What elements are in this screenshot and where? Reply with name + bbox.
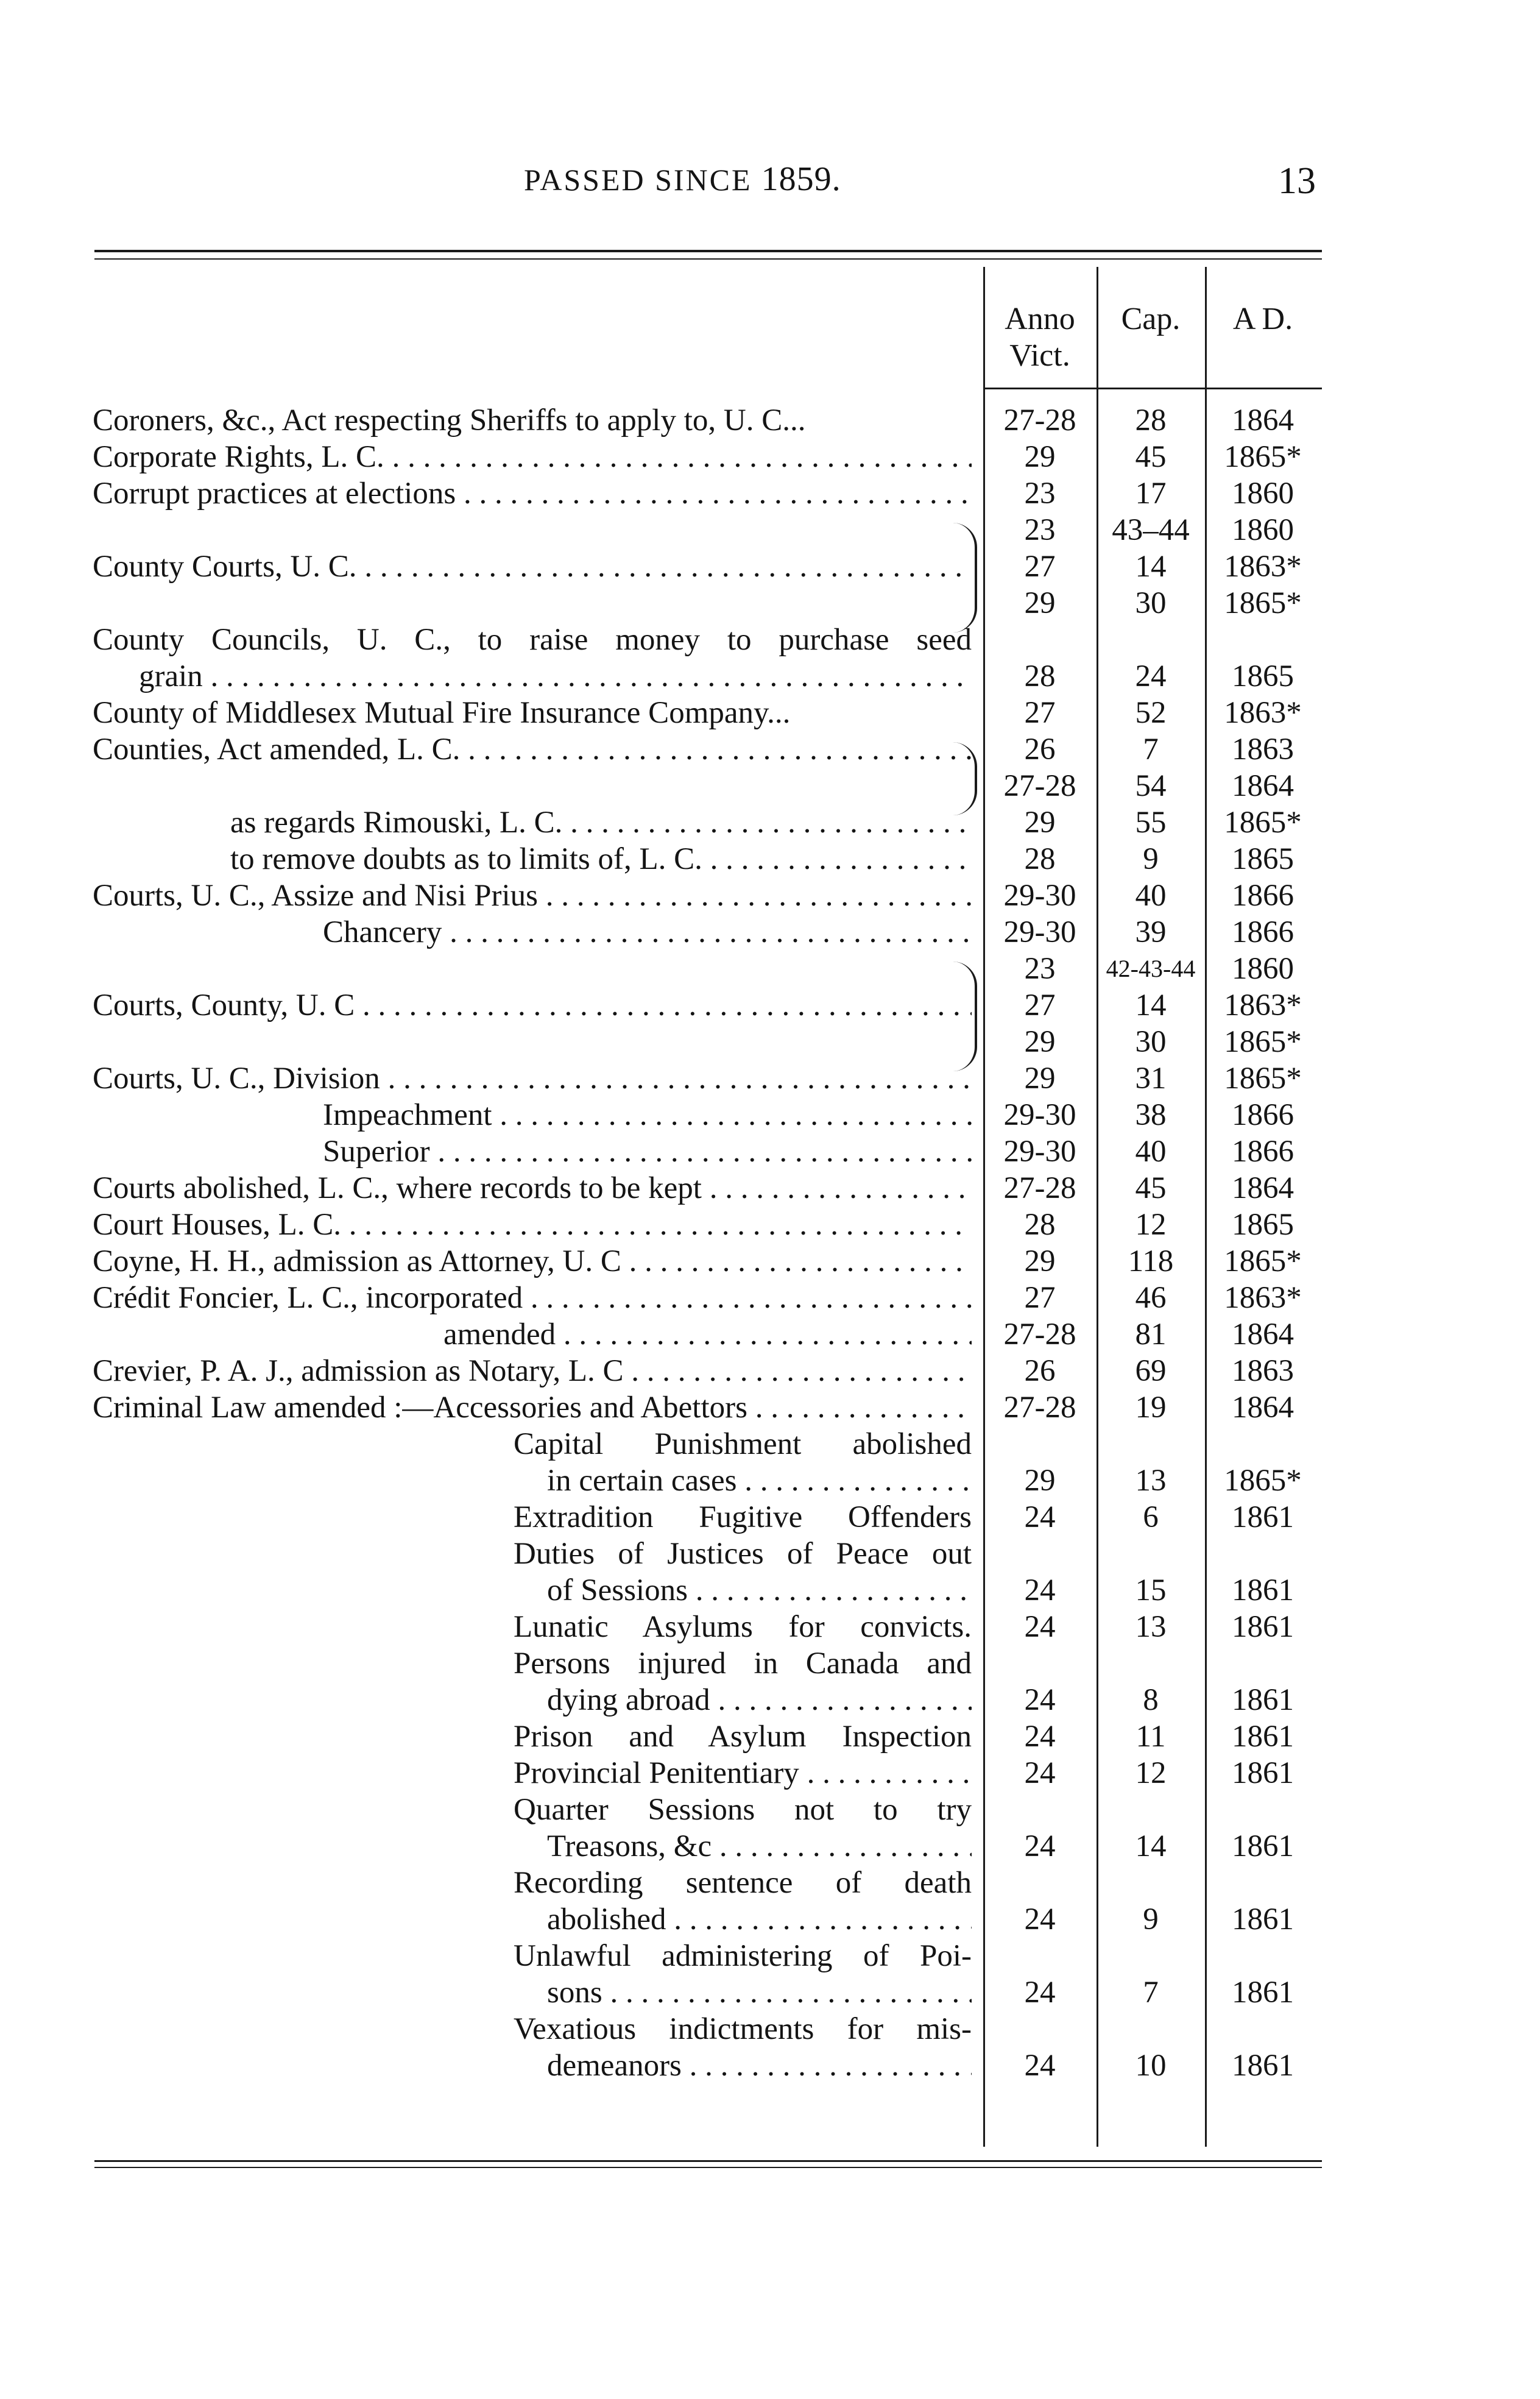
entry-cap: 38 [1135,1098,1167,1132]
entry-anno-vict: 29 [1024,806,1056,840]
entry-title: Courts abolished, L. C., where records to be kept . . . [93,1170,972,1207]
bottom-rule-thin [94,2167,1322,2168]
column-header-rule [983,388,1322,389]
entry-cap: 10 [1135,2049,1167,2083]
entry-title: Lunatic Asylums for convicts. [514,1610,972,1644]
table-row [0,1389,1540,1426]
entry-ad: 1861 [1232,1720,1294,1754]
entry-ad: 1863* [1224,1281,1302,1315]
entry-title: demeanors . . . [547,2047,972,2084]
entry-title: dying abroad . . . [547,1682,972,1718]
column-header-anno: Anno [1005,302,1075,336]
entry-cap: 6 [1143,1500,1159,1534]
entry-ad: 1861 [1232,1500,1294,1534]
header-year: 1859. [761,160,841,198]
table-row [0,1462,1540,1499]
entry-cap: 9 [1143,1902,1159,1937]
table-row [0,914,1540,951]
entry-title: Vexatious indictments for mis- [514,2012,972,2046]
table-row [0,1609,1540,1645]
table-row [0,402,1540,439]
entry-anno-vict: 24 [1024,1573,1056,1607]
entry-anno-vict: 27 [1024,988,1056,1022]
entry-ad: 1865* [1224,586,1302,620]
table-row [0,987,1540,1024]
entry-anno-vict: 24 [1024,1610,1056,1644]
table-row [0,1865,1540,1901]
entry-cap: 13 [1135,1464,1167,1498]
entry-ad: 1861 [1232,1902,1294,1937]
table-row [0,804,1540,841]
table-row [0,1499,1540,1536]
entry-cap: 14 [1135,1829,1167,1863]
entry-anno-vict: 29 [1024,1025,1056,1059]
entry-ad: 1863* [1224,988,1302,1022]
entry-title: Duties of Justices of Peace out [514,1537,972,1571]
table-row [0,1682,1540,1718]
entry-ad: 1863* [1224,696,1302,730]
table-row [0,622,1540,658]
column-header-cap: Cap. [1121,302,1181,336]
entry-anno-vict: 24 [1024,1829,1056,1863]
entry-title: Impeachment . . . [323,1097,972,1133]
column-header-anno-vict [983,301,1097,374]
entry-title: County of Middlesex Mutual Fire Insurance Company... [93,696,791,730]
entry-ad: 1863* [1224,550,1302,584]
table-row [0,1718,1540,1755]
entry-ad: 1864 [1232,1171,1294,1205]
entry-title: Unlawful administering of Poi- [514,1939,972,1973]
table-row [0,1974,1540,2011]
entry-ad: 1861 [1232,2049,1294,2083]
entry-title: Courts, U. C., Division . . . [93,1060,972,1097]
table-row [0,731,1540,768]
entry-title: Counties, Act amended, L. C. . . . [93,731,972,768]
entry-title: Capital Punishment abolished [514,1427,972,1461]
entry-ad: 1861 [1232,1976,1294,2010]
entry-ad: 1865 [1232,842,1294,876]
entry-anno-vict: 27 [1024,1281,1056,1315]
entry-ad: 1864 [1232,1317,1294,1352]
entry-cap: 42-43-44 [1106,955,1196,982]
table-row [0,1097,1540,1133]
entry-ad: 1866 [1232,1135,1294,1169]
entry-cap: 52 [1135,696,1167,730]
entry-anno-vict: 27-28 [1003,1171,1076,1205]
entry-anno-vict: 28 [1024,659,1056,693]
table-row [0,1133,1540,1170]
entry-anno-vict: 29-30 [1003,1135,1076,1169]
entry-ad: 1861 [1232,1756,1294,1790]
entry-ad: 1865* [1224,1244,1302,1278]
entry-title: Crevier, P. A. J., admission as Notary, L. C . . . [93,1353,972,1389]
entry-title: Coyne, H. H., admission as Attorney, U. C . . . [93,1243,972,1280]
entry-title: Courts, County, U. C . . . [93,987,972,1024]
table-row [0,1938,1540,1974]
entry-cap: 28 [1135,403,1167,438]
top-rule-thick [94,250,1322,252]
table-row [0,585,1540,622]
page-number: 13 [1278,160,1316,202]
entry-title: Courts, U. C., Assize and Nisi Prius . . . [93,877,972,914]
entry-title: Treasons, &c . . . [547,1828,972,1865]
column-header-ad: A D. [1232,302,1293,336]
entry-ad: 1860 [1232,477,1294,511]
entry-cap: 15 [1135,1573,1167,1607]
table-row [0,1828,1540,1865]
entry-title: Crédit Foncier, L. C., incorporated . . . [93,1280,972,1316]
entry-anno-vict: 24 [1024,1683,1056,1717]
entry-cap: 19 [1135,1391,1167,1425]
entry-ad: 1861 [1232,1573,1294,1607]
table-row [0,439,1540,475]
entry-anno-vict: 28 [1024,842,1056,876]
entry-title: Provincial Penitentiary . . . [514,1755,972,1791]
entry-cap: 55 [1135,806,1167,840]
entry-ad: 1865* [1224,1025,1302,1059]
entry-anno-vict: 27-28 [1003,403,1076,438]
table-row [0,1572,1540,1609]
entry-title: Coroners, &c., Act respecting Sheriffs to apply to, U. C... [93,403,806,438]
entry-title: Superior . . . [323,1133,972,1170]
entry-title: in certain cases . . . [547,1462,972,1499]
entry-title: Extradition Fugitive Offenders [514,1500,972,1534]
entry-cap: 12 [1135,1208,1167,1242]
entry-title: County Courts, U. C. . . . [93,548,972,585]
table-row [0,1207,1540,1243]
entry-ad: 1861 [1232,1829,1294,1863]
entry-cap: 30 [1135,1025,1167,1059]
entry-anno-vict: 24 [1024,2049,1056,2083]
table-row [0,658,1540,695]
entry-anno-vict: 26 [1024,732,1056,767]
entry-title: to remove doubts as to limits of, L. C. . . . [230,841,972,877]
entry-anno-vict: 27 [1024,550,1056,584]
entry-anno-vict: 28 [1024,1208,1056,1242]
entry-cap: 118 [1128,1244,1174,1278]
entry-anno-vict: 24 [1024,1756,1056,1790]
entry-cap: 39 [1135,915,1167,949]
table-row [0,1060,1540,1097]
entry-anno-vict: 27 [1024,696,1056,730]
entry-title: Chancery . . . [323,914,972,951]
entry-ad: 1865* [1224,1061,1302,1096]
entry-cap: 14 [1135,988,1167,1022]
table-row [0,1243,1540,1280]
entry-ad: 1864 [1232,1391,1294,1425]
entry-ad: 1860 [1232,513,1294,547]
entry-cap: 31 [1135,1061,1167,1096]
top-rule-thin [94,258,1322,260]
entry-title: Recording sentence of death [514,1866,972,1900]
entry-title: Corrupt practices at elections . . . [93,475,972,512]
table-row [0,1024,1540,1060]
entry-anno-vict: 27-28 [1003,769,1076,803]
table-row [0,1791,1540,1828]
entry-title: amended . . . [443,1316,972,1353]
entry-title: sons . . . [547,1974,972,2011]
entry-title: Prison and Asylum Inspection [514,1720,972,1754]
entry-anno-vict: 29 [1024,1244,1056,1278]
entry-title: Criminal Law amended :—Accessories and Abettors . . . [93,1389,972,1426]
entry-title: Court Houses, L. C. . . . [93,1207,972,1243]
entry-cap: 12 [1135,1756,1167,1790]
entry-cap: 81 [1135,1317,1167,1352]
table-row [0,1353,1540,1389]
entry-anno-vict: 24 [1024,1500,1056,1534]
running-header [524,160,889,199]
table-row [0,695,1540,731]
entry-anno-vict: 29-30 [1003,1098,1076,1132]
entry-title: as regards Rimouski, L. C. . . . [230,804,972,841]
table-row [0,1901,1540,1938]
entry-anno-vict: 29 [1024,440,1056,474]
table-row [0,548,1540,585]
entry-ad: 1863 [1232,1354,1294,1388]
entry-anno-vict: 29 [1024,586,1056,620]
column-header-vict: Vict. [1009,338,1070,373]
header-title-text: PASSED SINCE [524,163,752,197]
entry-title: grain . . . [139,658,972,695]
table-row [0,1536,1540,1572]
entry-cap: 54 [1135,769,1167,803]
entry-anno-vict: 27-28 [1003,1317,1076,1352]
entry-cap: 30 [1135,586,1167,620]
entry-cap: 7 [1143,732,1159,767]
entry-cap: 40 [1135,1135,1167,1169]
entry-ad: 1864 [1232,769,1294,803]
entry-title: of Sessions . . . [547,1572,972,1609]
entry-anno-vict: 24 [1024,1720,1056,1754]
entry-title: Persons injured in Canada and [514,1646,972,1681]
entry-ad: 1864 [1232,403,1294,438]
table-row [0,877,1540,914]
table-row [0,1426,1540,1462]
entry-anno-vict: 23 [1024,477,1056,511]
entry-cap: 45 [1135,1171,1167,1205]
entry-cap: 8 [1143,1683,1159,1717]
entry-cap: 69 [1135,1354,1167,1388]
entry-anno-vict: 29-30 [1003,915,1076,949]
entry-title: County Councils, U. C., to raise money to purchase seed [93,623,972,657]
entry-cap: 46 [1135,1281,1167,1315]
entry-cap: 43–44 [1112,513,1190,547]
table-row [0,1645,1540,1682]
entry-ad: 1865* [1224,440,1302,474]
table-row [0,1280,1540,1316]
bottom-rule-thick [94,2160,1322,2162]
entry-ad: 1865* [1224,806,1302,840]
entry-ad: 1866 [1232,1098,1294,1132]
entry-cap: 24 [1135,659,1167,693]
entry-anno-vict: 24 [1024,1976,1056,2010]
entry-cap: 14 [1135,550,1167,584]
entry-anno-vict: 29 [1024,1464,1056,1498]
entry-anno-vict: 23 [1024,513,1056,547]
entry-cap: 11 [1136,1720,1166,1754]
entry-anno-vict: 24 [1024,1902,1056,1937]
entry-anno-vict: 26 [1024,1354,1056,1388]
entry-cap: 45 [1135,440,1167,474]
entry-title: Quarter Sessions not to try [514,1793,972,1827]
table-row [0,1755,1540,1791]
table-row [0,1316,1540,1353]
entry-ad: 1860 [1232,952,1294,986]
table-row [0,768,1540,804]
entry-anno-vict: 27-28 [1003,1391,1076,1425]
entry-cap: 40 [1135,879,1167,913]
table-row [0,951,1540,987]
table-row [0,1170,1540,1207]
table-row [0,841,1540,877]
table-row [0,2047,1540,2084]
entry-anno-vict: 29-30 [1003,879,1076,913]
entry-cap: 17 [1135,477,1167,511]
entry-cap: 9 [1143,842,1159,876]
entry-title: Corporate Rights, L. C. . . . [93,439,972,475]
entry-ad: 1865* [1224,1464,1302,1498]
table-row [0,2011,1540,2047]
table-row [0,512,1540,548]
entry-ad: 1861 [1232,1610,1294,1644]
entry-ad: 1865 [1232,659,1294,693]
entry-ad: 1863 [1232,732,1294,767]
entry-ad: 1866 [1232,915,1294,949]
entry-ad: 1865 [1232,1208,1294,1242]
entry-cap: 7 [1143,1976,1159,2010]
entry-anno-vict: 23 [1024,952,1056,986]
entry-anno-vict: 29 [1024,1061,1056,1096]
entry-cap: 13 [1135,1610,1167,1644]
entry-ad: 1866 [1232,879,1294,913]
table-row [0,475,1540,512]
entry-ad: 1861 [1232,1683,1294,1717]
entry-title: abolished . . . [547,1901,972,1938]
